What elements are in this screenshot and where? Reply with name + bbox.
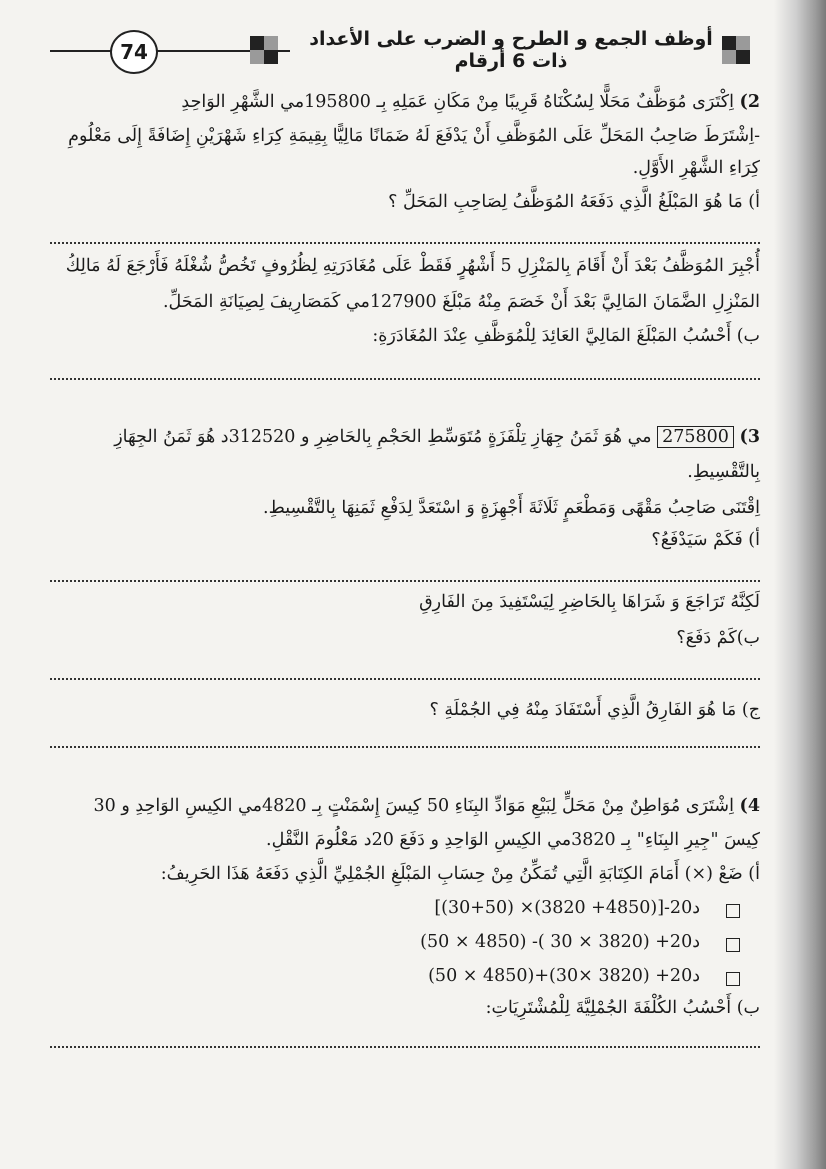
q3-boxed-value: 275800 — [657, 426, 734, 448]
q4-number: 4) — [739, 796, 760, 816]
page-title: أوظف الجمع و الطرح و الضرب على الأعداد ذات 6 أرقام — [290, 28, 732, 72]
q3-line3: اِقْتَنَى صَاحِبُ مَقْهًى وَمَطْعَمٍ ثَلَاثَةَ أَجْهِزَةٍ وَ اسْتَعَدَّ لِدَفْعِ ثَمَنِهَا بِالتَّقْسِيطِ. — [263, 498, 760, 518]
q2-line2: -اِشْتَرَطَ صَاحِبُ المَحَلِّ عَلَى المُوَظَّفِ أَنْ يَدْفَعَ لَهُ ضَمَانًا مَالِيًّا بِقِيمَةِ كِرَاءِ شَهْرَيْنِ إِضَافَةً إِلَى مَعْلُومِ — [68, 126, 760, 146]
checker-right-icon — [722, 36, 750, 64]
q2-line5: المَنْزِلِ الضَّمَانَ المَالِيَّ بَعْدَ أَنْ خَصَمَ مِنْهُ مَبْلَغَ 127900مي كَمَصَارِيفَ لِصِيَانَةِ المَحَلِّ. — [162, 292, 760, 312]
page-edge-shadow — [774, 0, 826, 1169]
answer-line[interactable] — [50, 678, 760, 680]
q4-line2: كِيسَ "جِيرِ البِنَاءِ" بِـ 3820مي الكِيسِ الوَاحِدِ و دَفَعَ 20د مَعْلُومَ النَّقْلِ. — [266, 830, 760, 850]
answer-line[interactable] — [50, 378, 760, 380]
q3-line4: لَكِنَّهُ تَرَاجَعَ وَ شَرَاهَا بِالحَاضِرِ لِيَسْتَفِيدَ مِنَ الفَارِقِ — [419, 592, 760, 612]
page-number: 74 — [110, 30, 158, 74]
answer-line[interactable] — [50, 1046, 760, 1048]
answer-line[interactable] — [50, 746, 760, 748]
q4-question-a: أ) ضَعْ (×) أَمَامَ الكِتَابَةِ الَّتِي تُمَكِّنُ مِنْ حِسَابِ المَبْلَغِ الجُمْلِيِّ الَّذِي دَفَعَهُ هَذَا الحَرِيفُ: — [160, 864, 760, 884]
option-checkbox[interactable] — [726, 972, 740, 986]
q2-number: 2) — [739, 92, 760, 112]
option-expression: [(30+50) ×(3820 +4850)]-20د — [434, 898, 700, 918]
page-header — [50, 28, 750, 74]
checker-left-icon — [250, 36, 278, 64]
q2-question-b: ب) أَحْسُبُ المَبْلَغَ المَالِيَّ العَائِدَ لِلْمُوَظَّفِ عِنْدَ المُغَادَرَةِ: — [372, 326, 760, 346]
q4-line1: 4) اِشْتَرَى مُوَاطِنٌ مِنْ مَحَلٍّ لِبَيْعِ مَوَادِّ البِنَاءِ 50 كِيسَ إِسْمَنْتٍ بِـ 4820مي الكِيسِ الوَاحِدِ و 30 — [93, 796, 760, 816]
q3-line1: 3) 275800 مي هُوَ ثَمَنُ جِهَازِ تِلْفَزَةٍ مُتَوَسِّطِ الحَجْمِ بِالحَاضِرِ و 312520د هُوَ ثَمَنُ الجِهَازِ — [114, 427, 760, 447]
option-expression: (50 × 4850) -( 30 × 3820) +20د — [420, 932, 700, 952]
option-checkbox[interactable] — [726, 938, 740, 952]
q3-question-c: ج) مَا هُوَ الفَارِقُ الَّذِي أَسْتَفَادَ مِنْهُ فِي الجُمْلَةِ ؟ — [429, 700, 760, 720]
q3-line2: بِالتَّقْسِيطِ. — [687, 462, 760, 482]
q3-number: 3) — [739, 427, 760, 447]
q2-line3: كِرَاءِ الشَّهْرِ الأَوَّلِ. — [632, 158, 760, 178]
q4-question-b: ب) أَحْسُبُ الكُلْفَةَ الجُمْلِيَّةَ لِلْمُشْتَرِيَاتِ: — [485, 998, 760, 1018]
answer-line[interactable] — [50, 580, 760, 582]
q2-line1: 2) اِكْتَرَى مُوَظَّفٌ مَحَلًّا لِسُكْنَاهُ قَرِيبًا مِنْ مَكَانِ عَمَلِهِ بِـ 195800مي الشَّهْرِ الوَاحِدِ — [181, 92, 760, 112]
option-expression: (50 × 4850)+(30× 3820) +20د — [428, 966, 700, 986]
q3-question-a: أ) فَكَمْ سَيَدْفَعُ؟ — [651, 530, 760, 550]
q4-option-2 — [40, 932, 760, 958]
option-checkbox[interactable] — [726, 904, 740, 918]
answer-line[interactable] — [50, 242, 760, 244]
q4-option-3 — [40, 966, 760, 992]
q2-line4: أُجْبِرَ المُوَظَّفُ بَعْدَ أَنْ أَقَامَ بِالمَنْزِلِ 5 أَشْهُرٍ فَقَطْ عَلَى مُغَادَرَتِهِ لِظُرُوفٍ تَخُصُّ شُغْلَهُ فَأَرْجَعَ لَهُ مَالِكُ — [65, 256, 760, 276]
q3-question-b: ب)كَمْ دَفَعَ؟ — [676, 628, 760, 648]
q2-question-a: أ) مَا هُوَ المَبْلَغُ الَّذِي دَفَعَهُ المُوَظَّفُ لِصَاحِبِ المَحَلِّ ؟ — [388, 192, 760, 212]
q4-option-1 — [40, 898, 760, 924]
